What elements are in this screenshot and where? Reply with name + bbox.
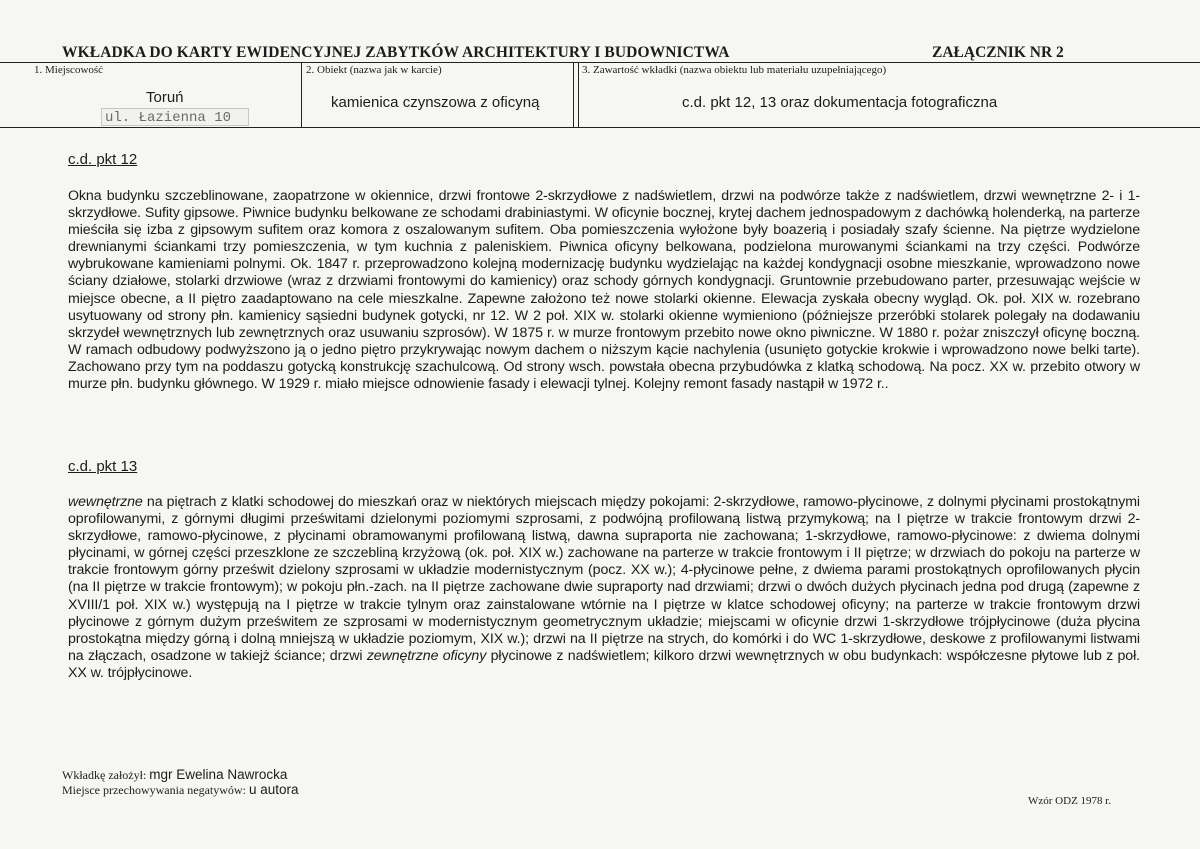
- author-value: mgr Ewelina Nawrocka: [149, 767, 288, 782]
- location-label: 1. Miejscowość: [34, 64, 104, 76]
- object-label: 2. Obiekt (nazwa jak w karcie): [306, 64, 442, 76]
- form-title: WKŁADKA DO KARTY EWIDENCYJNEJ ZABYTKÓW ARCHITEKTURY I BUDOWNICTWA: [62, 44, 730, 61]
- author-label: Wkładkę założył:: [62, 768, 147, 782]
- negatives-label: Miejsce przechowywania negatywów:: [62, 783, 246, 797]
- section-13-text-part-2: płycinowe z nadświetlem; kilkoro drzwi wewnętrznych w obu budynkach: współczesne płytowe lub z poł. XX w. trójpłycinowe.: [68, 647, 1140, 681]
- section-13-text-part-1: na piętrach z klatki schodowej do mieszkań oraz w niektórych miejscach między pokojami: 2-skrzydłowe, ramowo-płycinowe, z dolnymi płycinami prostokątnymi oprofilowanymi, z górnymi długimi prześwitami dzielonymi poziomymi szprosami, z podwójną profilowaną listwą przymykową; na I piętrze w trakcie frontowym drzwi 2-skrzydłowe, ramowo-płycinowe, z płycinami obramowanymi profilowaną listwą, dawna supraporta nie zachowana; 1-skrzydłowe, ramowo-płycinowe: z dwiema dolnymi płycinami, w górnej części przeszklone ze szczebliną krzyżową (ok. poł. XIX w.) zachowane na parterze w trakcie frontowym i II piętrze; w drzwiach do pokoju na parterze w trakcie frontowym górny prześwit dzielony szprosami w układzie modernistycznym (pocz. XX w.); 4-płycinowe pełne, z dwiema parami prostokątnych oprofilowanych płycin (na II piętrze w trakcie frontowym); w pokoju płn.-zach. na II piętrze zachowane dwie supraporty nad drzwiami; drzwi o dwóch dużych płycinach jedna pod drugą (zapewne z XVIII/1 poł. XIX w.) występują na I piętrze w trakcie tylnym oraz zainstalowane wtórnie na I piętrze w klatce schodowej oficyny; na parterze w trakcie frontowym drzwi płycinowe z górnym dużym prześwitem ze szprosami w modernistycznym geometrycznym układzie; miejscami w oficynie drzwi 1-skrzydłowe trójpłycinowe (duża płycina prostokątna między górną i dolną mniejszą w układzie poziomym, XIX w.); drzwi na II piętrze na strych, do komórki i do WC 1-skrzydłowe, deskowe z profilowanymi listwami na złączach, osadzone w takiejż ściance; drzwi: [68, 494, 1140, 664]
- object-value: kamienica czynszowa z oficyną: [331, 94, 540, 111]
- section-13-text: [68, 494, 1140, 682]
- author-line: [62, 767, 287, 783]
- column-divider: [301, 62, 302, 127]
- section-13-heading: c.d. pkt 13: [68, 458, 138, 475]
- content-label: 3. Zawartość wkładki (nazwa obiektu lub materiału uzupełniającego): [582, 64, 887, 76]
- address-stamp: ul. Łazienna 10: [101, 108, 249, 126]
- column-divider: [573, 62, 574, 127]
- location-value: Toruń: [146, 89, 184, 106]
- header-bottom-rule: [0, 127, 1200, 128]
- section-13-mid-term: zewnętrzne oficyny: [366, 647, 487, 664]
- negatives-value: u autora: [248, 782, 299, 797]
- section-12-heading: c.d. pkt 12: [68, 151, 138, 168]
- annex-number: ZAŁĄCZNIK NR 2: [932, 44, 1064, 61]
- form-version: Wzór ODZ 1978 r.: [1028, 795, 1112, 807]
- header-top-rule: [0, 62, 1200, 63]
- section-12-text: Okna budynku szczeblinowane, zaopatrzone w okiennice, drzwi frontowe 2-skrzydłowe z nadświetlem, drzwi na podwórze także z nadświetlem, drzwi wewnętrzne 2- i 1-skrzydłowe. Sufity gipsowe. Piwnice budynku belkowane ze schodami drabiniastymi. W oficynie bocznej, krytej dachem jednospadowym z dachówką holenderką, na parterze mieściła się izba z gipsowym sufitem oraz komora z oszalowanym sufitem. Oba pomieszczenia wyłożone były boazerią i posiadały szafy ścienne. Na piętrze wydzielone drewnianymi ściankami trzy pomieszczenia, w tym kuchnia z paleniskiem. Piwnica oficyny belkowana, podzielona murowanymi ściankami na trzy części. Podwórze wybrukowane kamieniami polnymi. Ok. 1847 r. przeprowadzono kolejną modernizację budynku wydzielając na każdej kondygnacji osobne mieszkanie, wprowadzono nowe ściany działowe, stolarki drzwiowe (wraz z drzwiami frontowymi do kamienicy) oraz schody górnych kondygnacji. Gruntownie przebudowano parter, przesuwając wejście w miejsce obecne, a II piętro zaadaptowano na cele mieszkalne. Zapewne założono też nowe stolarki okienne. Elewacja zyskała obecny wygląd. Ok. poł. XIX w. rozebrano usytuowany od strony płn. kamienicy sąsiedni budynek gotycki, nr 12. W 2 poł. XIX w. stolarki okienne wymieniono (późniejsze przeróbki stolarek polegały na dodawaniu skrzydeł wewnętrznych lub zewnętrznych oraz usuwaniu szprosów). W 1875 r. w murze frontowym przebito nowe okno piwniczne. W 1880 r. pożar zniszczył oficynę boczną. W ramach odbudowy podwyższono ją o jedno piętro przykrywając nowym dachem o niższym kącie nachylenia (usunięto gotyckie krokwie i wprowadzono nowe belki tarte). Zachowano przy tym na poddaszu gotycką konstrukcję szachulcową. Od strony wsch. powstała obecna przybudówka z klatką schodową. Na pocz. XX w. przebito otwory w murze płn. budynku głównego. W 1929 r. miało miejsce odnowienie fasady i elewacji tylnej. Kolejny remont fasady nastąpił w 1972 r..: [68, 188, 1140, 393]
- section-13-lead-term: wewnętrzne: [68, 494, 143, 510]
- negatives-line: [62, 782, 298, 798]
- content-value: c.d. pkt 12, 13 oraz dokumentacja fotograficzna: [682, 94, 998, 111]
- column-divider: [578, 62, 579, 127]
